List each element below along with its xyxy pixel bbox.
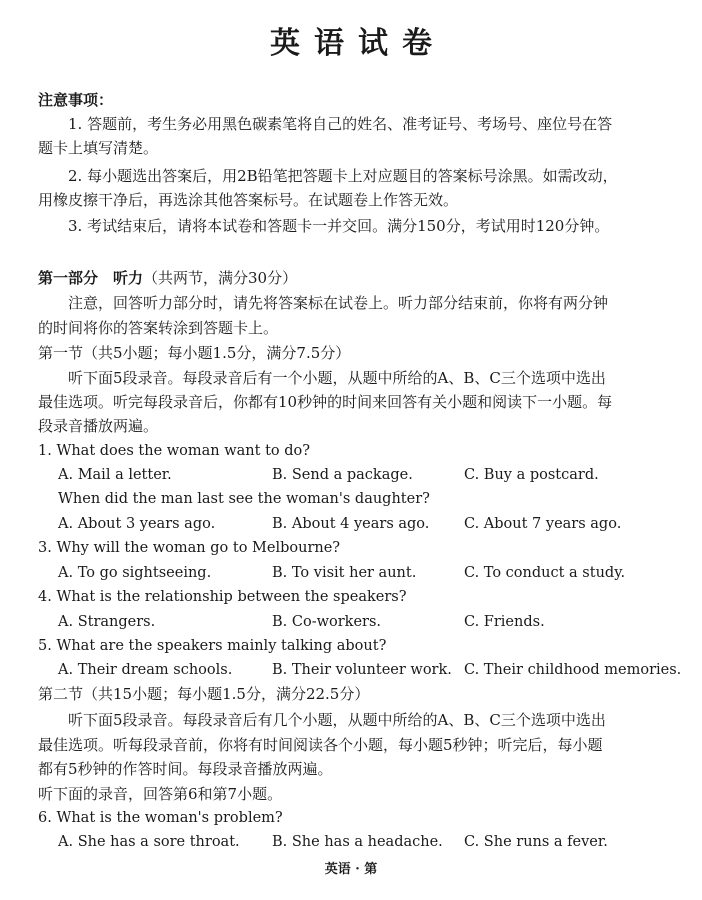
question-2: When did the man last see the woman's daughter?: [58, 491, 430, 507]
q2-option-a: A. About 3 years ago.: [58, 516, 216, 532]
question-5: 5. What are the speakers mainly talking about?: [38, 638, 387, 654]
q1-option-b: B. Send a package.: [272, 467, 413, 483]
part1-title: 第一部分 听力: [38, 269, 144, 287]
q4-option-c: C. Friends.: [464, 614, 545, 630]
notice-item-1-cont: 题卡上填写清楚。: [38, 139, 159, 157]
q2-option-c: C. About 7 years ago.: [464, 516, 622, 532]
notice-item-1: 1. 答题前，考生务必用黑色碳素笔将自己的姓名、准考证号、考场号、座位号在答: [68, 115, 613, 133]
q5-option-a: A. Their dream schools.: [58, 662, 233, 678]
q6-option-b: B. She has a headache.: [272, 834, 443, 850]
part1-note: （共两节，满分30分）: [143, 269, 298, 287]
part1-heading: [38, 268, 672, 288]
question-6: 6. What is the woman's problem?: [38, 810, 283, 826]
question-3: 3. Why will the woman go to Melbourne?: [38, 540, 341, 556]
q5-option-b: B. Their volunteer work.: [272, 662, 452, 678]
section2-instruction: 听下面5段录音。每段录音后有几个小题，从题中所给的A、B、C三个选项中选出: [68, 711, 606, 729]
page-title: 英语试卷: [270, 26, 446, 61]
q6-option-a: A. She has a sore throat.: [58, 834, 240, 850]
question-4: 4. What is the relationship between the speakers?: [38, 589, 407, 605]
part1-instruction-cont: 的时间将你的答案转涂到答题卡上。: [38, 319, 279, 337]
page-footer: 英语 · 第: [324, 862, 378, 877]
q2-option-b: B. About 4 years ago.: [272, 516, 430, 532]
section2-instruction-2: 最佳选项。听每段录音前，你将有时间阅读各个小题，每小题5秒钟；听完后，每小题: [38, 736, 603, 754]
q1-option-a: A. Mail a letter.: [58, 467, 172, 483]
q3-option-a: A. To go sightseeing.: [58, 565, 212, 581]
section1-instruction-2: 最佳选项。听完每段录音后，你都有10秒钟的时间来回答有关小题和阅读下一小题。每: [38, 393, 613, 411]
q4-option-a: A. Strangers.: [58, 614, 156, 630]
section1-instruction-3: 段录音播放两遍。: [38, 417, 159, 435]
notice-heading: 注意事项：: [38, 91, 114, 109]
part1-instruction: 注意，回答听力部分时，请先将答案标在试卷上。听力部分结束前，你将有两分钟: [68, 294, 609, 312]
notice-item-2: 2. 每小题选出答案后，用2B铅笔把答题卡上对应题目的答案标号涂黑。如需改动，: [68, 167, 618, 185]
notice-item-2-cont: 用橡皮擦干净后，再选涂其他答案标号。在试题卷上作答无效。: [38, 191, 459, 209]
q3-option-c: C. To conduct a study.: [464, 565, 626, 581]
q4-option-b: B. Co-workers.: [272, 614, 382, 630]
section2-instruction-3: 都有5秒钟的作答时间。每段录音播放两遍。: [38, 760, 333, 778]
notice-item-3: 3. 考试结束后，请将本试卷和答题卡一并交回。满分150分，考试用时120分钟。: [68, 217, 610, 235]
section2-subinstruction: 听下面的录音，回答第6和第7小题。: [38, 785, 283, 803]
q3-option-b: B. To visit her aunt.: [272, 565, 417, 581]
section1-instruction: 听下面5段录音。每段录音后有一个小题，从题中所给的A、B、C三个选项中选出: [68, 369, 606, 387]
q5-option-c: C. Their childhood memories.: [464, 662, 682, 678]
q1-option-c: C. Buy a postcard.: [464, 467, 599, 483]
question-1: 1. What does the woman want to do?: [38, 443, 311, 459]
q6-option-c: C. She runs a fever.: [464, 834, 608, 850]
section2-heading: 第二节（共15小题；每小题1.5分，满分22.5分）: [38, 685, 370, 703]
section1-heading: 第一节（共5小题；每小题1.5分，满分7.5分）: [38, 344, 351, 362]
